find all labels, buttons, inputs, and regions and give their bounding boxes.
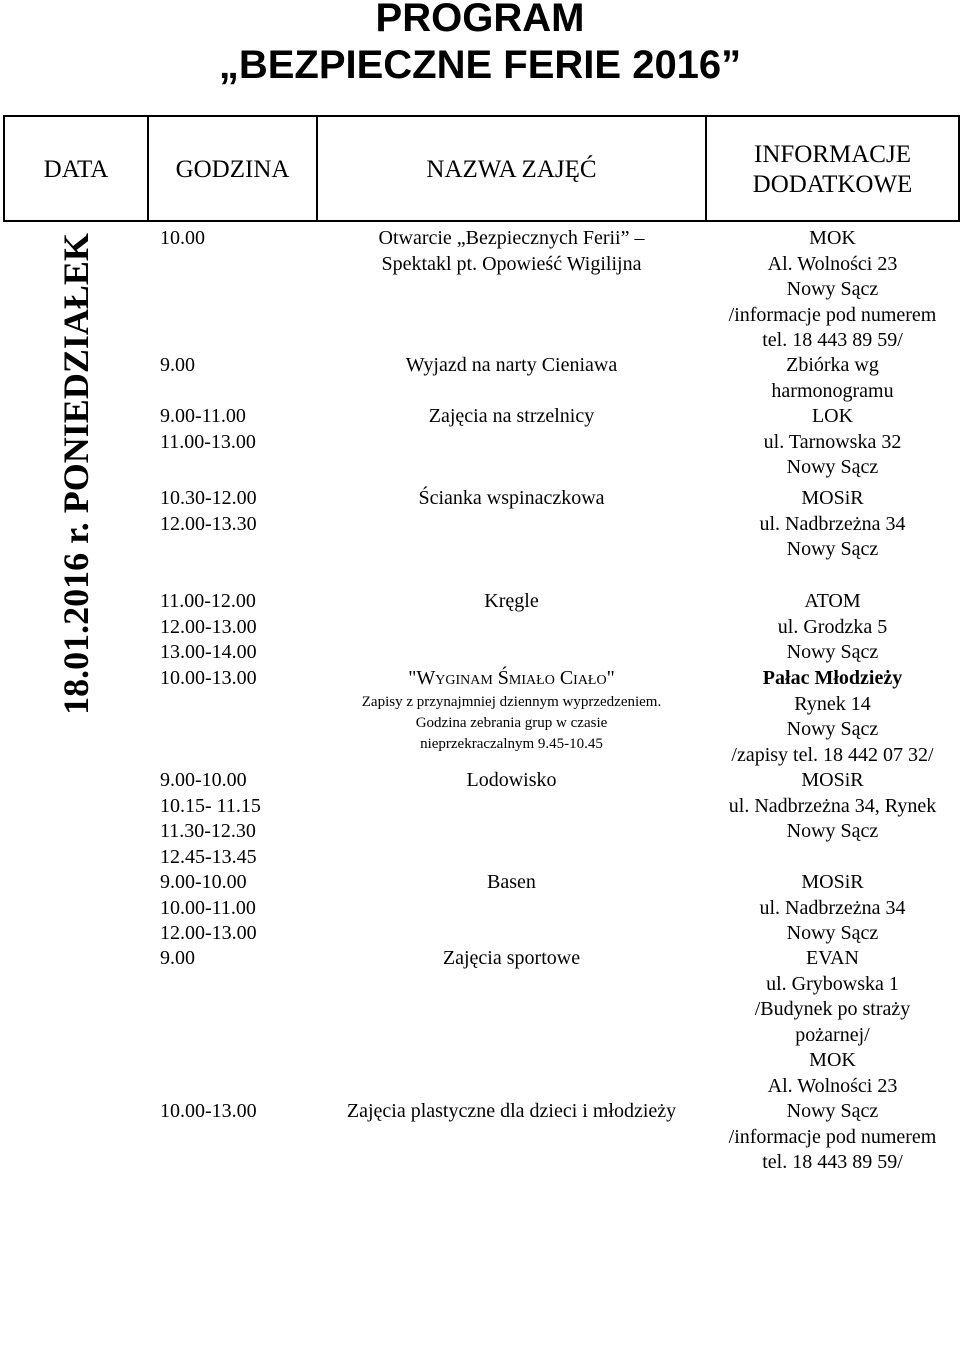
name-line: Lodowisko	[466, 769, 557, 791]
row-name	[318, 946, 705, 972]
header-data: DATA	[43, 156, 109, 183]
info-line: EVAN	[806, 947, 859, 969]
info-line: ul. Nadbrzeżna 34	[759, 512, 906, 535]
info-line: Zbiórka wg	[786, 354, 879, 376]
time-line: 10.00-13.00	[160, 1100, 257, 1122]
name-line: Zajęcia plastyczne dla dzieci i młodzieży	[346, 1100, 677, 1122]
name-line: Wyjazd na narty Cieniawa	[405, 354, 618, 376]
row-name	[318, 486, 705, 512]
row-time	[160, 353, 310, 379]
row-info	[707, 870, 958, 947]
time-line: 10.00	[160, 227, 205, 249]
time-line: 11.00-12.00	[160, 590, 256, 612]
info-line: MOSiR	[801, 487, 864, 509]
title-event: „BEZPIECZNE FERIE 2016”	[218, 43, 742, 87]
name-line: Zajęcia sportowe	[442, 947, 581, 969]
row-info	[707, 353, 958, 404]
time-line: 12.45-13.45	[160, 845, 257, 868]
row-time	[160, 486, 310, 537]
info-line: /informacje pod numerem	[728, 1125, 937, 1148]
row-info	[707, 404, 958, 481]
info-line: Nowy Sącz	[786, 922, 879, 944]
info-line: Al. Wolności 23	[767, 1074, 898, 1097]
row-time	[160, 589, 310, 666]
time-line: 12.00-13.30	[160, 512, 257, 535]
row-info	[707, 768, 958, 845]
row-info	[707, 666, 958, 768]
info-line: ul. Nadbrzeżna 34, Rynek	[728, 794, 937, 817]
header-godzina: GODZINA	[175, 156, 290, 183]
time-line: 9.00-10.00	[160, 769, 247, 791]
name-line: "Wyginam Śmiało Ciało"	[408, 667, 615, 689]
info-line: MOSiR	[801, 769, 864, 791]
time-line: 10.00-13.00	[160, 667, 257, 689]
row-name	[318, 768, 705, 794]
header-nazwa: NAZWA ZAJĘĆ	[426, 156, 597, 183]
info-line: harmonogramu	[771, 379, 894, 402]
info-line: pożarnej/	[795, 1023, 870, 1046]
name-line: Kręgle	[484, 590, 539, 612]
row-name	[318, 353, 705, 379]
row-info	[707, 1048, 958, 1176]
time-line: 9.00	[160, 947, 195, 969]
info-line: Nowy Sącz	[786, 456, 879, 478]
row-info	[707, 589, 958, 666]
info-line: ul. Nadbrzeżna 34	[759, 896, 906, 919]
name-note-line: Godzina zebrania grup w czasie	[415, 714, 608, 731]
time-line: 12.00-13.00	[160, 615, 257, 638]
info-line: Nowy Sącz	[786, 820, 879, 842]
info-line: MOK	[809, 1049, 856, 1071]
title-program: PROGRAM	[375, 0, 585, 40]
row-time	[160, 1099, 310, 1125]
row-time	[160, 404, 310, 455]
name-line: Zajęcia na strzelnicy	[428, 405, 595, 427]
info-line: MOK	[809, 227, 856, 249]
info-line: tel. 18 443 89 59/	[762, 329, 903, 351]
row-name	[318, 1099, 705, 1125]
info-line: LOK	[811, 405, 854, 427]
info-line: Nowy Sącz	[786, 641, 879, 663]
time-line: 9.00	[160, 354, 195, 376]
info-line: /zapisy tel. 18 442 07 32/	[731, 743, 934, 766]
info-line: Nowy Sącz	[786, 1100, 879, 1122]
row-time	[160, 870, 310, 947]
header-info-line1: INFORMACJE	[754, 141, 911, 168]
time-line: 9.00-11.00	[160, 405, 246, 427]
time-line: 10.00-11.00	[160, 896, 256, 919]
time-line: 9.00-10.00	[160, 871, 247, 893]
row-time	[160, 946, 310, 972]
name-line: Basen	[487, 871, 536, 893]
info-line: Nowy Sącz	[786, 538, 879, 560]
time-line: 13.00-14.00	[160, 641, 257, 663]
name-line: Ścianka wspinaczkowa	[418, 487, 605, 509]
info-line: ul. Tarnowska 32	[763, 430, 902, 453]
info-line: ATOM	[804, 590, 861, 612]
info-line: Al. Wolności 23	[767, 252, 898, 275]
row-info	[707, 486, 958, 563]
row-time	[160, 226, 310, 252]
row-time	[160, 666, 310, 692]
info-line: Nowy Sącz	[786, 718, 879, 740]
time-line: 10.15- 11.15	[160, 794, 261, 817]
row-name	[318, 226, 705, 277]
info-line: /Budynek po straży	[754, 998, 911, 1020]
row-info	[707, 226, 958, 354]
date-text: 18.01.2016 r. PONIEDZIAŁEK	[56, 233, 96, 715]
time-line: 11.30-12.30	[160, 820, 256, 842]
name-line: Otwarcie „Bezpiecznych Ferii” –	[378, 227, 645, 249]
info-line: tel. 18 443 89 59/	[762, 1151, 903, 1173]
row-info	[707, 946, 958, 1048]
row-name	[318, 589, 705, 615]
name-note-line: nieprzekraczalnym 9.45-10.45	[420, 735, 603, 752]
info-line: Pałac Młodzieży	[762, 667, 903, 689]
info-line: Nowy Sącz	[786, 278, 879, 300]
row-name	[318, 666, 705, 755]
time-line: 12.00-13.00	[160, 922, 257, 944]
name-line: Spektakl pt. Opowieść Wigilijna	[381, 252, 642, 275]
header-info-line2: DODATKOWE	[752, 171, 913, 198]
info-line: ul. Grodzka 5	[777, 615, 888, 638]
row-name	[318, 404, 705, 430]
info-line: ul. Grybowska 1	[766, 972, 899, 995]
time-line: 11.00-13.00	[160, 430, 256, 453]
name-note-line: Zapisy z przynajmniej dziennym wyprzedzeniem.	[361, 693, 662, 710]
header-info	[707, 140, 958, 200]
info-line: /informacje pod numerem	[728, 303, 937, 326]
info-line: Rynek 14	[794, 692, 871, 715]
time-line: 10.30-12.00	[160, 487, 257, 509]
row-name	[318, 870, 705, 896]
row-time	[160, 768, 310, 870]
info-line: MOSiR	[801, 871, 864, 893]
